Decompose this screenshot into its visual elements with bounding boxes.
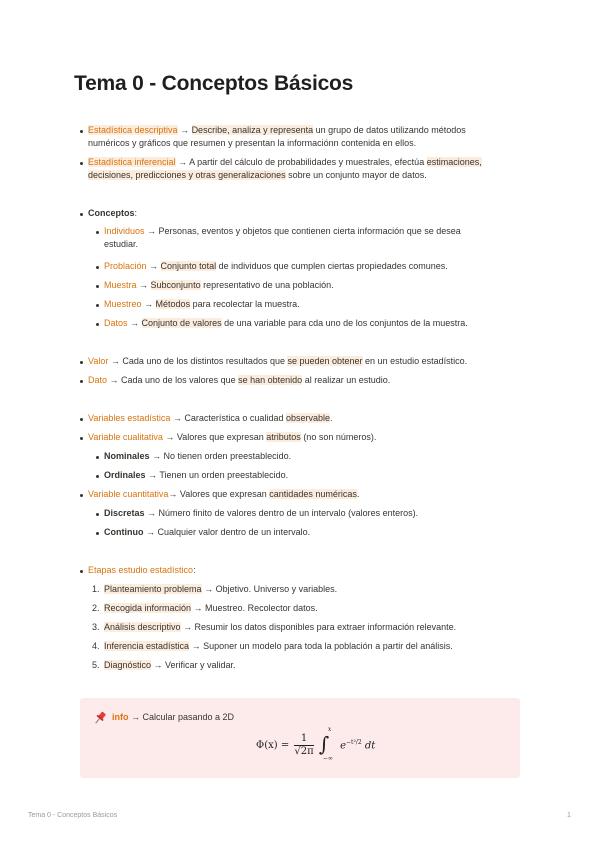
arrow: → (127, 318, 142, 328)
formula-lhs: Φ(x) = (256, 739, 290, 751)
text: Personas, eventos y objetos que contienen cierta información que se desea (158, 226, 461, 236)
list-item-variables-estadistica (88, 412, 333, 425)
list-item-conceptos (88, 207, 137, 220)
text: para recolectar la muestra. (190, 299, 300, 309)
formula-denominator: √2π (294, 745, 314, 757)
list-item-discretas (104, 507, 418, 520)
highlight: Inferencia estadística (104, 641, 190, 651)
list-item-estadistica-inferencial (88, 156, 528, 182)
list-item-step (104, 621, 456, 634)
term: Nominales (104, 451, 150, 461)
formula-lower: −∞ (322, 755, 333, 762)
bullet (96, 285, 99, 288)
term: Variable cuantitativa (88, 489, 169, 499)
conceptos-label: Conceptos (88, 208, 135, 218)
term: Variables estadística (88, 413, 171, 423)
term: Problación (104, 261, 147, 271)
step-number: 3. (92, 622, 100, 632)
list-item-datos (104, 317, 468, 330)
highlight: Subconjunto (150, 280, 201, 290)
bullet (80, 437, 83, 440)
bullet (96, 475, 99, 478)
pushpin-icon (92, 710, 108, 726)
text: de individuos que cumplen ciertas propiedades comunes. (216, 261, 448, 271)
text: en un estudio estadístico. (362, 356, 468, 366)
term: Individuos (104, 226, 145, 236)
bullet (80, 570, 83, 573)
list-item-ordinales (104, 469, 288, 482)
text: → Muestreo. Recolector datos. (191, 603, 318, 613)
highlight: Conjunto de valores (141, 318, 222, 328)
arrow: → (107, 375, 122, 385)
list-item-valor (88, 355, 467, 368)
formula-fraction (294, 733, 313, 758)
arrow: → (177, 125, 192, 135)
text: → Objetivo. Universo y variables. (201, 584, 338, 594)
text: Valores que expresan (179, 489, 270, 499)
list-item-etapas (88, 564, 196, 577)
text: al realizar un estudio. (302, 375, 391, 385)
text: → Resumir los datos disponibles para extraer información relevante. (180, 622, 457, 632)
page-number: 1 (567, 812, 571, 819)
arrow: → (108, 356, 123, 366)
highlight: decisiones, predicciones y otras generalizaciones (88, 170, 286, 180)
etapas-label: Etapas estudio estadístico (88, 565, 194, 575)
text: estudiar. (104, 239, 139, 249)
list-item-muestra (104, 279, 334, 292)
text: → Suponer un modelo para toda la población a partir del análisis. (189, 641, 453, 651)
highlight: observable (285, 413, 330, 423)
arrow: → (162, 432, 177, 442)
list-item-step (104, 602, 318, 615)
bullet (80, 162, 83, 165)
highlight: cantidades numéricas (269, 489, 357, 499)
formula-integral-sign: ∫ (318, 732, 330, 756)
formula (256, 726, 376, 762)
term: Variable cualitativa (88, 432, 163, 442)
text: → Verificar y validar. (151, 660, 236, 670)
list-item-individuos (104, 225, 504, 251)
highlight: Planteamiento problema (104, 584, 202, 594)
text: un grupo de datos utilizando métodos (313, 125, 466, 135)
text: (no son números). (300, 432, 377, 442)
formula-upper: x (327, 726, 332, 733)
formula-numerator: 1 (294, 733, 313, 746)
bullet (96, 323, 99, 326)
highlight: Conjunto total (160, 261, 217, 271)
term: Estadística inferencial (88, 157, 176, 167)
step-number: 1. (92, 584, 100, 594)
list-item-muestreo (104, 298, 300, 311)
formula-integral (318, 726, 337, 762)
colon: : (193, 565, 196, 575)
term: Discretas (104, 508, 145, 518)
text: . (356, 489, 360, 499)
arrow: → (144, 226, 159, 236)
text: → Calcular pasando a 2D (128, 712, 235, 722)
text: numéricos y gráficos que resumen y presentan la informaciónn contenida en ellos. (88, 138, 417, 148)
list-item-step (104, 659, 236, 672)
text: . (330, 413, 333, 423)
text: sobre un conjunto mayor de datos. (285, 170, 427, 180)
list-item-step (104, 640, 453, 653)
arrow: → (175, 157, 190, 167)
highlight: se han obtenido (238, 375, 303, 385)
text: Cada uno de los distintos resultados que (122, 356, 288, 366)
highlight: Análisis descriptivo (104, 622, 181, 632)
bullet (96, 266, 99, 269)
text: de una variable para cda uno de los conjuntos de la muestra. (221, 318, 468, 328)
arrow: → (168, 489, 180, 499)
highlight: Describe, analiza y representa (191, 125, 314, 135)
callout-text (112, 711, 234, 724)
arrow: → (146, 261, 161, 271)
term: Muestreo (104, 299, 142, 309)
highlight: Métodos (155, 299, 191, 309)
bullet (96, 513, 99, 516)
highlight: atributos (266, 432, 301, 442)
text: Cada uno de los valores que (121, 375, 239, 385)
highlight: Recogida información (104, 603, 192, 613)
callout-info (80, 698, 520, 778)
arrow: → (170, 413, 185, 423)
bullet (80, 494, 83, 497)
step-number: 2. (92, 603, 100, 613)
text: representativo de una población. (200, 280, 334, 290)
list-item-problacion (104, 260, 448, 273)
bullet (80, 130, 83, 133)
formula-dt: dt (364, 740, 376, 752)
callout-term: info (112, 712, 129, 722)
footer-title: Tema 0 - Conceptos Básicos (28, 812, 118, 819)
colon: : (134, 208, 138, 218)
list-item-step (104, 583, 337, 596)
bullet (96, 456, 99, 459)
term: Continuo (104, 527, 144, 537)
formula-exp (340, 739, 375, 751)
term: Muestra (104, 280, 137, 290)
step-number: 4. (92, 641, 100, 651)
term: Dato (88, 375, 108, 385)
term: Ordinales (104, 470, 146, 480)
list-item-continuo (104, 526, 310, 539)
step-number: 5. (92, 660, 100, 670)
list-item-dato (88, 374, 390, 387)
list-item-nominales (104, 450, 291, 463)
highlight: estimaciones, (426, 157, 482, 167)
text: Característica o cualidad (184, 413, 286, 423)
highlight: Diagnóstico (104, 660, 152, 670)
list-item-variable-cuantitativa (88, 488, 359, 501)
text: → Tienen un orden preestablecido. (145, 470, 289, 480)
text: → Cualquier valor dentro de un intervalo. (143, 527, 311, 537)
text: Valores que expresan (176, 432, 267, 442)
bullet (80, 418, 83, 421)
page-title: Tema 0 - Conceptos Básicos (74, 72, 354, 95)
formula-pow: −t²/2 (346, 738, 362, 746)
arrow: → (136, 280, 151, 290)
term: Datos (104, 318, 128, 328)
list-item-estadistica-descriptiva (88, 124, 528, 150)
bullet (96, 532, 99, 535)
term: Valor (88, 356, 109, 366)
text: → No tienen orden preestablecido. (149, 451, 292, 461)
bullet (96, 231, 99, 234)
arrow: → (141, 299, 156, 309)
text: A partir del cálculo de probabilidades y muestrales, efectúa (189, 157, 427, 167)
bullet (80, 361, 83, 364)
bullet (80, 213, 83, 216)
highlight: se pueden obtener (287, 356, 363, 366)
formula-e: e (340, 740, 346, 752)
term: Estadística descriptiva (88, 125, 178, 135)
bullet (96, 304, 99, 307)
text: → Número finito de valores dentro de un intervalo (valores enteros). (144, 508, 419, 518)
list-item-variable-cualitativa (88, 431, 376, 444)
bullet (80, 380, 83, 383)
